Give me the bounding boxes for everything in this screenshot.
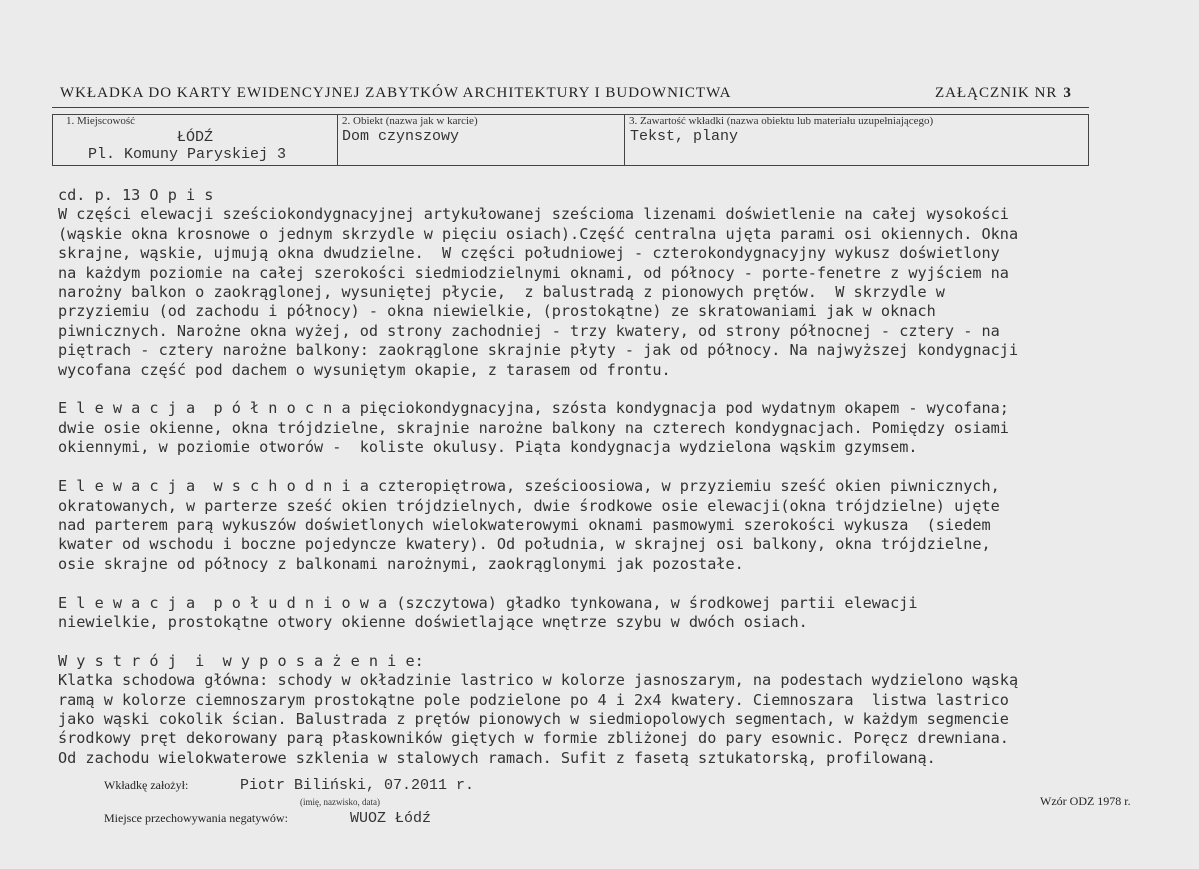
body-line: E l e w a c j a w s c h o d n i a czteropiętrowa, sześcioosiowa, w przyziemiu sześć okien piwnicznych, — [58, 477, 1000, 496]
description-body — [58, 186, 1156, 768]
founder-label: Wkładkę założył: — [104, 778, 189, 792]
contents-value: Tekst, plany — [630, 128, 739, 145]
location-address: Pl. Komuny Paryskiej 3 — [88, 146, 287, 163]
annex-label: ZAŁĄCZNIK NR — [935, 85, 1058, 101]
body-line: okratowanych, w parterze sześć okien trójdzielnych, dwie środkowe osie elewacji(okna trójdzielne) ujęte — [58, 496, 1000, 515]
body-line: E l e w a c j a p o ł u d n i o w a (szczytowa) gładko tynkowana, w środkowej partii elewacji — [58, 593, 918, 612]
location-city: ŁÓDŹ — [177, 129, 214, 146]
field-divider-1 — [337, 115, 338, 165]
body-line: W części elewacji sześciokondygnacyjnej artykułowanej sześcioma lizenami doświetlenie na całej wysokości — [58, 205, 1009, 224]
body-line: niewielkie, prostokątne otwory okienne doświetlające wnętrze szybu w dwóch osiach. — [58, 612, 808, 631]
body-line — [58, 380, 1156, 399]
body-line — [58, 632, 1156, 651]
fields-rule-bottom — [52, 165, 1089, 166]
body-line: kwater od wschodu i boczne pojedyncze kwatery). Od południa, w skrajnej osi balkony, okna trójdzielne, — [58, 535, 991, 554]
founder-value: Piotr Biliński, 07.2011 r. — [240, 777, 475, 794]
header-rule-second — [52, 114, 1089, 115]
storage-label: Miejsce przechowywania negatywów: — [104, 811, 288, 825]
body-line: jako wąski cokolik ścian. Balustrada z prętów pionowych w siedmiopolowych segmentach, w każdym segmencie — [58, 709, 1009, 728]
field-divider-right — [1088, 115, 1089, 165]
body-line: cd. p. 13 O p i s — [58, 186, 214, 204]
field-divider-left — [52, 115, 53, 165]
body-line — [58, 458, 1156, 477]
body-line: dwie osie okienne, okna trójdzielne, skrajnie narożne balkony na czterech kondygnacjach. Pomiędzy osiami — [58, 418, 1009, 437]
body-line: na każdym poziomie na całej szerokości siedmiodzielnymi oknami, od północy - porte-fenetre z wyjściem na — [58, 263, 1009, 282]
body-line: okiennymi, w poziomie otworów - koliste okulusy. Piąta kondygnacja wydzielona wąskim gzymsem. — [58, 438, 918, 457]
annex-heading — [935, 85, 1072, 102]
header-rule-top — [52, 107, 1089, 108]
template-label: Wzór ODZ 1978 r. — [1040, 794, 1131, 808]
object-value: Dom czynszowy — [342, 128, 460, 145]
body-line: osie skrajne od północy z balkonami narożnymi, zaokrąglonymi jak pozostałe. — [58, 554, 744, 573]
body-line: Od zachodu wielokwaterowe szklenia w stalowych ramach. Sufit z fasetą sztukatorską, profilowaną. — [58, 748, 936, 767]
body-line: Klatka schodowa główna: schody w okładzinie lastrico w kolorze jasnoszarym, na podestach wydzielono wąską — [58, 671, 1019, 690]
annex-number: 3 — [1063, 85, 1072, 101]
field-divider-2 — [624, 115, 625, 165]
body-line: E l e w a c j a p ó ł n o c n a pięciokondygnacyjna, szósta kondygnacja pod wydatnym okapem - wycofana; — [58, 399, 1009, 418]
body-line: piętrach - cztery narożne balkony: zaokrąglone skrajnie płyty - jak od północy. Na najwyższej kondygnacji — [58, 341, 1019, 360]
body-line — [58, 574, 1156, 593]
body-line: narożny balkon o zaokrąglonej, wysuniętej płycie, z balustradą z pionowych prętów. W skrzydle w — [58, 283, 945, 302]
body-line: W y s t r ó j i w y p o s a ż e n i e: — [58, 651, 424, 670]
object-label: 2. Obiekt (nazwa jak w karcie) — [342, 115, 478, 127]
body-line: skrajne, wąskie, ujmują okna dwudzielne. W części południowej - czterokondygnacyjny wykusz doświetlony — [58, 244, 1000, 263]
body-line: wycofana część pod dachem o wysuniętym okapie, z tarasem od frontu. — [58, 360, 671, 379]
form-title: WKŁADKA DO KARTY EWIDENCYJNEJ ZABYTKÓW ARCHITEKTURY I BUDOWNICTWA — [60, 85, 732, 101]
location-label: 1. Miejscowość — [66, 115, 136, 127]
contents-label: 3. Zawartość wkładki (nazwa obiektu lub materiału uzupełniającego) — [629, 115, 934, 127]
storage-value: WUOZ Łódź — [350, 810, 432, 827]
body-line: środkowy pręt dekorowany parą płaskowników giętych w formie zbliżonej do pary esownic. Poręcz drewniana. — [58, 729, 1009, 748]
body-line: piwnicznych. Narożne okna wyżej, od strony zachodniej - trzy kwatery, od strony północnej - cztery - na — [58, 321, 1000, 340]
founder-hint: (imię, nazwisko, data) — [300, 797, 380, 807]
body-line: nad parterem parą wykuszów doświetlonych wielokwaterowymi oknami pasmowymi szerokości wykusza (siedem — [58, 515, 991, 534]
body-line: przyziemiu (od zachodu i północy) - okna niewielkie, (prostokątne) ze skratowaniami jak w oknach — [58, 302, 936, 321]
body-line: ramą w kolorze ciemnoszarym prostokątne pole podzielone po 4 i 2x4 kwatery. Ciemnoszara listwa lastrico — [58, 690, 1009, 709]
body-line: (wąskie okna krosnowe o jednym skrzydle w pięciu osiach).Część centralna ujęta parami osi okiennych. Okna — [58, 224, 1019, 243]
